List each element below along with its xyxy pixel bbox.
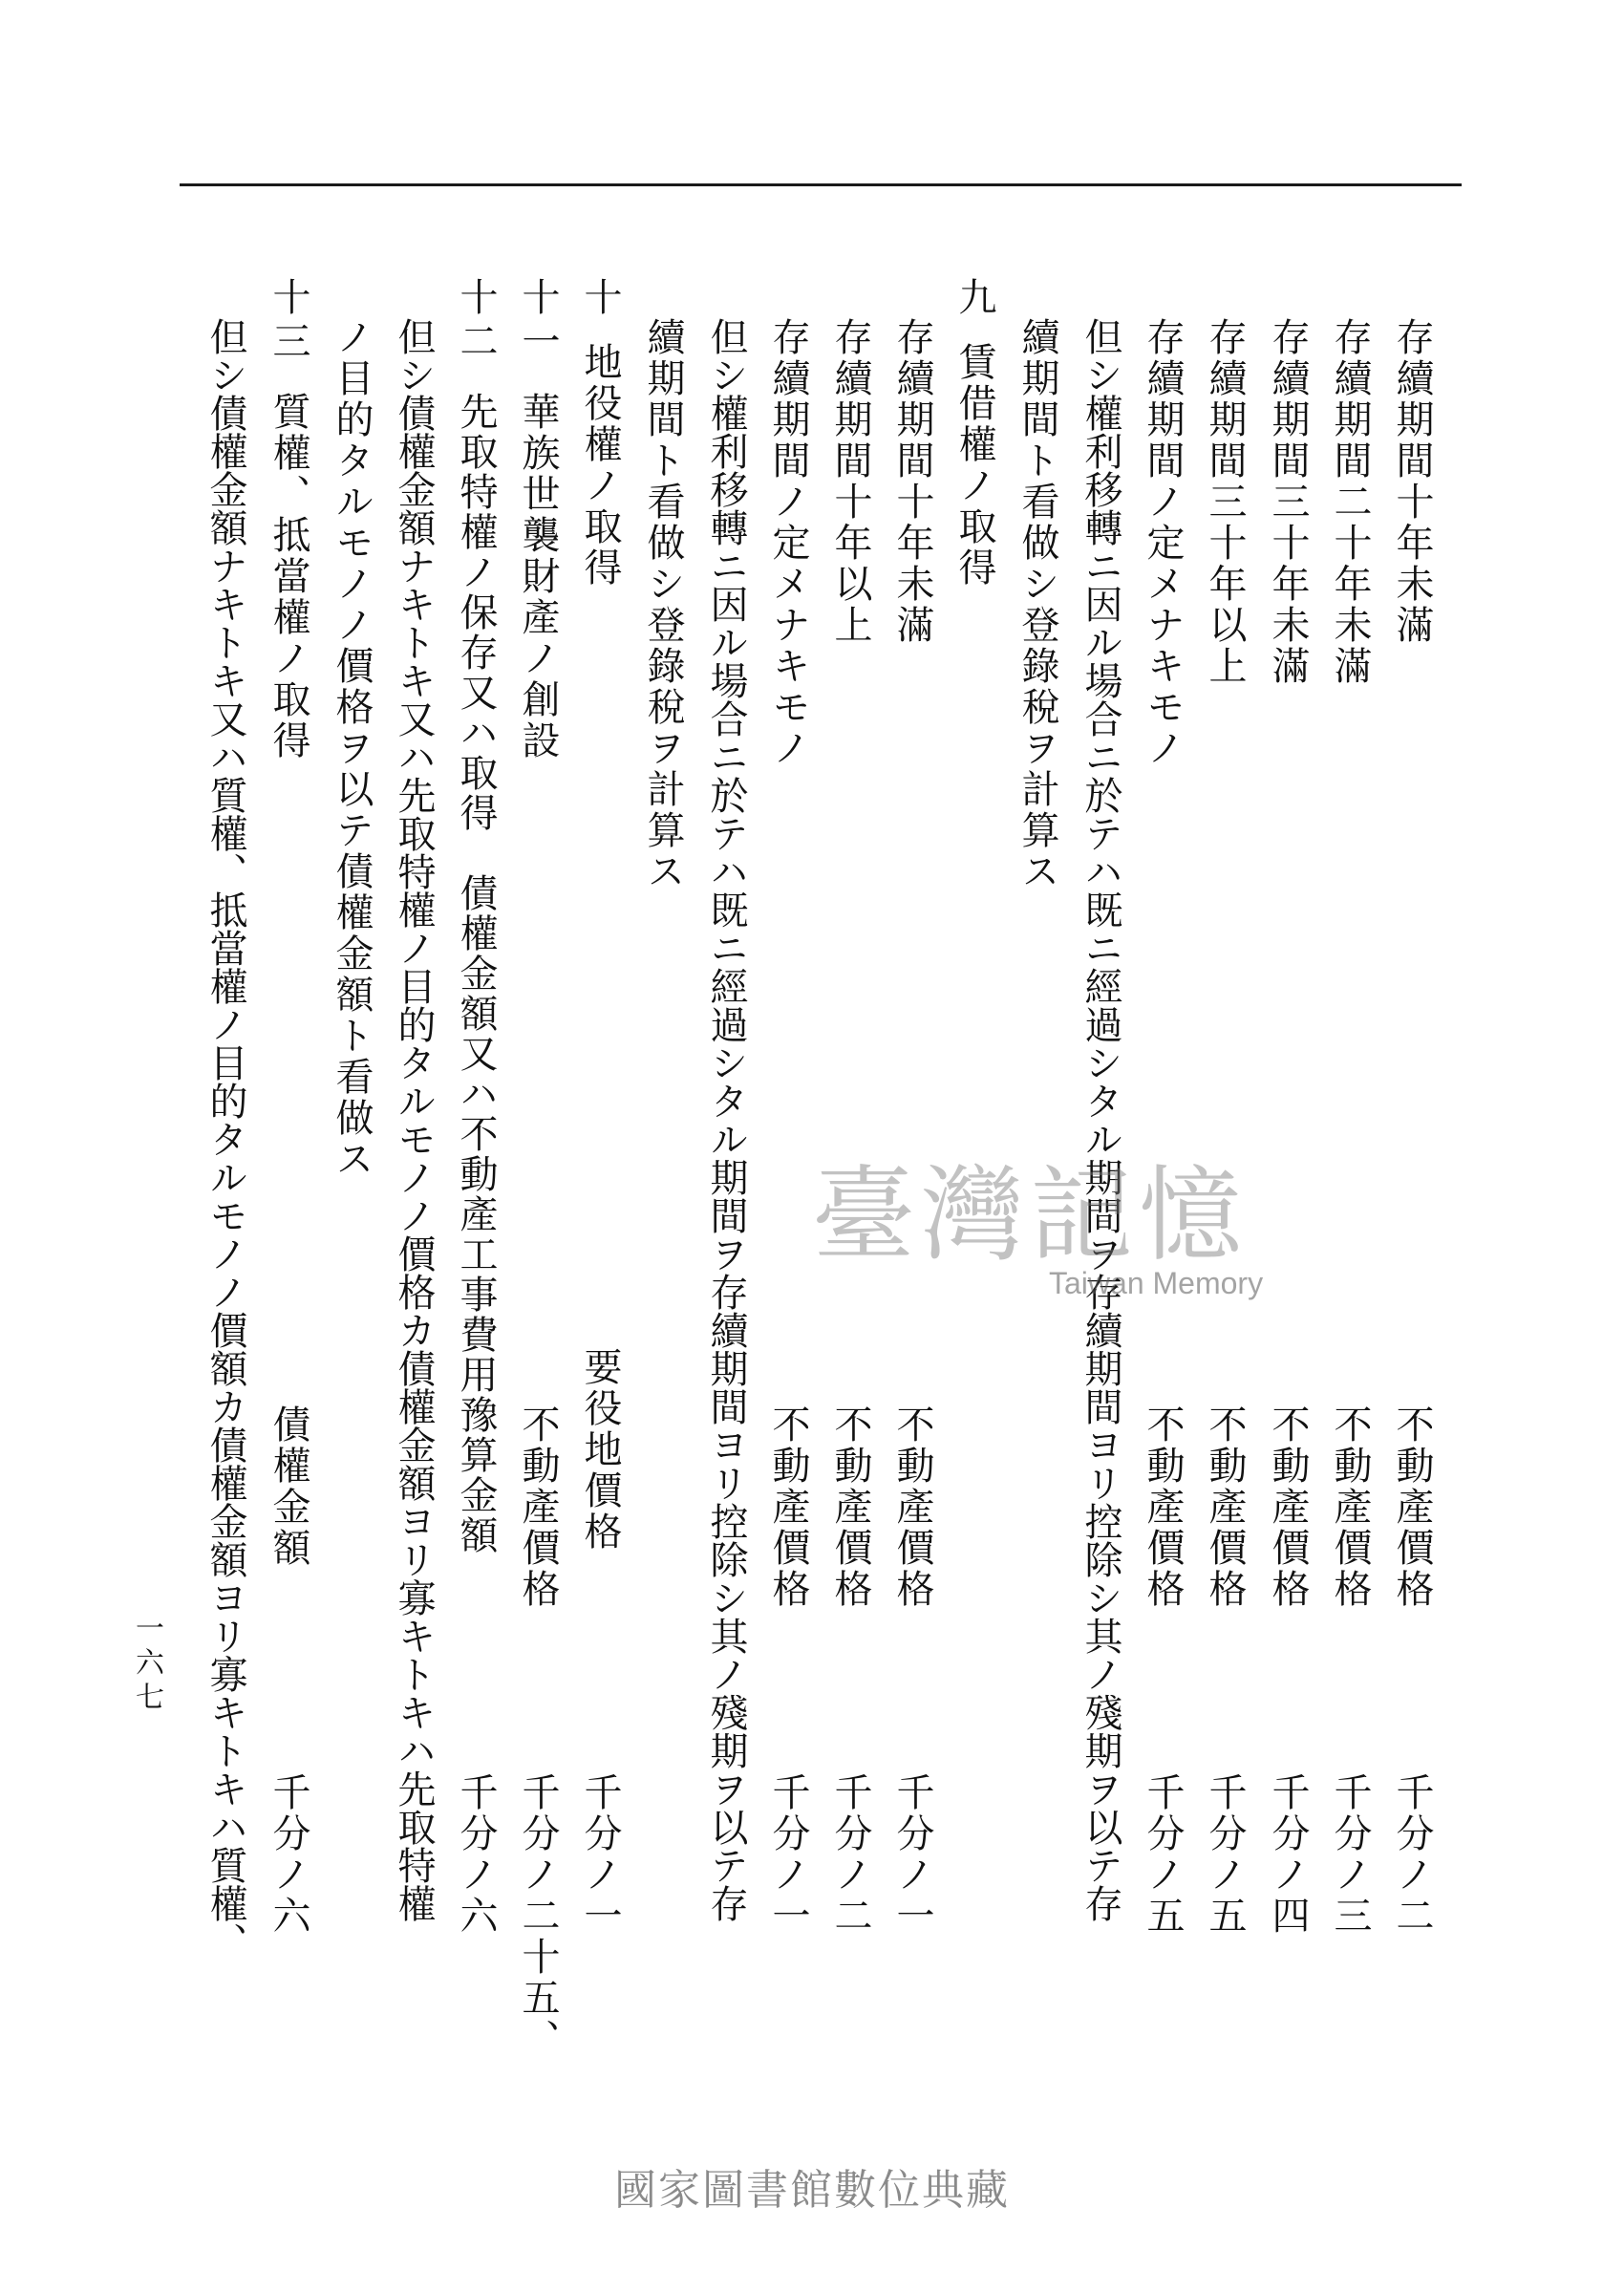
column-text: 但シ債權金額ナキトキ又ハ質權、抵當權ノ目的タルモノノ價額カ債權金額ヨリ寡キトキハ質權、 <box>203 317 247 1961</box>
text-column <box>634 0 692 2293</box>
text-column <box>1259 0 1316 2293</box>
column-text: 存續期間二十年未滿 <box>1328 317 1372 687</box>
column-text: 存續期間ノ定メナキモノ <box>1141 317 1185 769</box>
column-text: 存續期間十年以上 <box>828 317 872 646</box>
text-column <box>571 0 629 2293</box>
column-text: 續期間ト看做シ登錄稅ヲ計算ス <box>641 317 685 892</box>
watermark-logo: 臺灣記憶 <box>812 1156 1249 1275</box>
item-number: 十三 <box>267 277 310 365</box>
column-text: 先取特權ノ保存又ハ取得 債權金額又ハ不動產工事費用豫算金額 <box>454 392 498 1555</box>
column-text: 但シ權利移轉ニ因ル場合ニ於テハ既ニ經過シタル期間ヲ存續期間ヨリ控除シ其ノ殘期ヲ以テ存 <box>1079 317 1122 1922</box>
column-text: 賃借權ノ取得 <box>952 342 996 589</box>
text-column <box>385 0 442 2293</box>
column-text: 質權、抵當權ノ取得 <box>267 392 310 761</box>
tax-base: 不動產價格 <box>828 1404 872 1610</box>
tax-rate: 千分ノ五 <box>1203 1772 1247 1937</box>
tax-rate: 千分ノ六 <box>454 1772 498 1937</box>
tax-rate: 千分ノ一 <box>766 1772 810 1937</box>
column-text: 存續期間三十年以上 <box>1203 317 1247 687</box>
column-text: 但シ權利移轉ニ因ル場合ニ於テハ既ニ經過シタル期間ヲ存續期間ヨリ控除シ其ノ殘期ヲ以テ存 <box>704 317 748 1922</box>
tax-base: 不動產價格 <box>1266 1404 1310 1610</box>
column-text: 存續期間十年未滿 <box>1390 317 1434 646</box>
text-column <box>1321 0 1378 2293</box>
item-number: 九 <box>952 277 996 321</box>
column-text: 存續期間十年未滿 <box>890 317 934 646</box>
tax-base: 不動產價格 <box>890 1404 934 1610</box>
column-text: 地役權ノ取得 <box>578 342 622 589</box>
page-number: 一六七 <box>130 1613 163 1716</box>
tax-base: 不動產價格 <box>516 1404 560 1610</box>
tax-rate: 千分ノ二 <box>828 1772 872 1937</box>
tax-base: 不動產價格 <box>1203 1404 1247 1610</box>
tax-rate: 千分ノ三 <box>1328 1772 1372 1937</box>
column-text: 續期間ト看做シ登錄稅ヲ計算ス <box>1015 317 1059 892</box>
tax-base: 要役地價格 <box>578 1347 622 1553</box>
tax-rate: 千分ノ五 <box>1141 1772 1185 1937</box>
text-column <box>509 0 566 2293</box>
tax-rate: 千分ノ二十五、 <box>516 1772 560 2060</box>
text-column <box>1383 0 1441 2293</box>
column-text: 存續期間三十年未滿 <box>1266 317 1310 687</box>
item-number: 十 <box>578 277 622 321</box>
tax-rate: 千分ノ一 <box>578 1772 622 1937</box>
watermark-subtitle: Taiwan Memory <box>1049 1266 1264 1300</box>
text-column <box>697 0 755 2293</box>
text-column <box>759 0 817 2293</box>
column-text: ノ目的タルモノノ價格ヲ以テ債權金額ト看做ス <box>330 317 374 1180</box>
tax-base: 不動產價格 <box>1328 1404 1372 1610</box>
text-column <box>197 0 254 2293</box>
tax-base: 不動產價格 <box>1390 1404 1434 1610</box>
text-column <box>447 0 504 2293</box>
item-number: 十一 <box>516 277 560 365</box>
text-column <box>260 0 317 2293</box>
column-text: 但シ債權金額ナキトキ又ハ先取特權ノ目的タルモノノ價格カ債權金額ヨリ寡キトキハ先取特權 <box>392 317 436 1922</box>
tax-base: 債權金額 <box>267 1404 310 1569</box>
tax-base: 不動產價格 <box>766 1404 810 1610</box>
tax-base: 不動產價格 <box>1141 1404 1185 1610</box>
footer-credit: 國家圖書館數位典藏 <box>614 2166 1010 2215</box>
tax-rate: 千分ノ二 <box>1390 1772 1434 1937</box>
text-column <box>323 0 380 2293</box>
column-text: 華族世襲財產ノ創設 <box>516 392 560 761</box>
tax-rate: 千分ノ四 <box>1266 1772 1310 1937</box>
column-text: 存續期間ノ定メナキモノ <box>766 317 810 769</box>
tax-rate: 千分ノ六 <box>267 1772 310 1937</box>
tax-rate: 千分ノ一 <box>890 1772 934 1937</box>
item-number: 十二 <box>454 277 498 365</box>
